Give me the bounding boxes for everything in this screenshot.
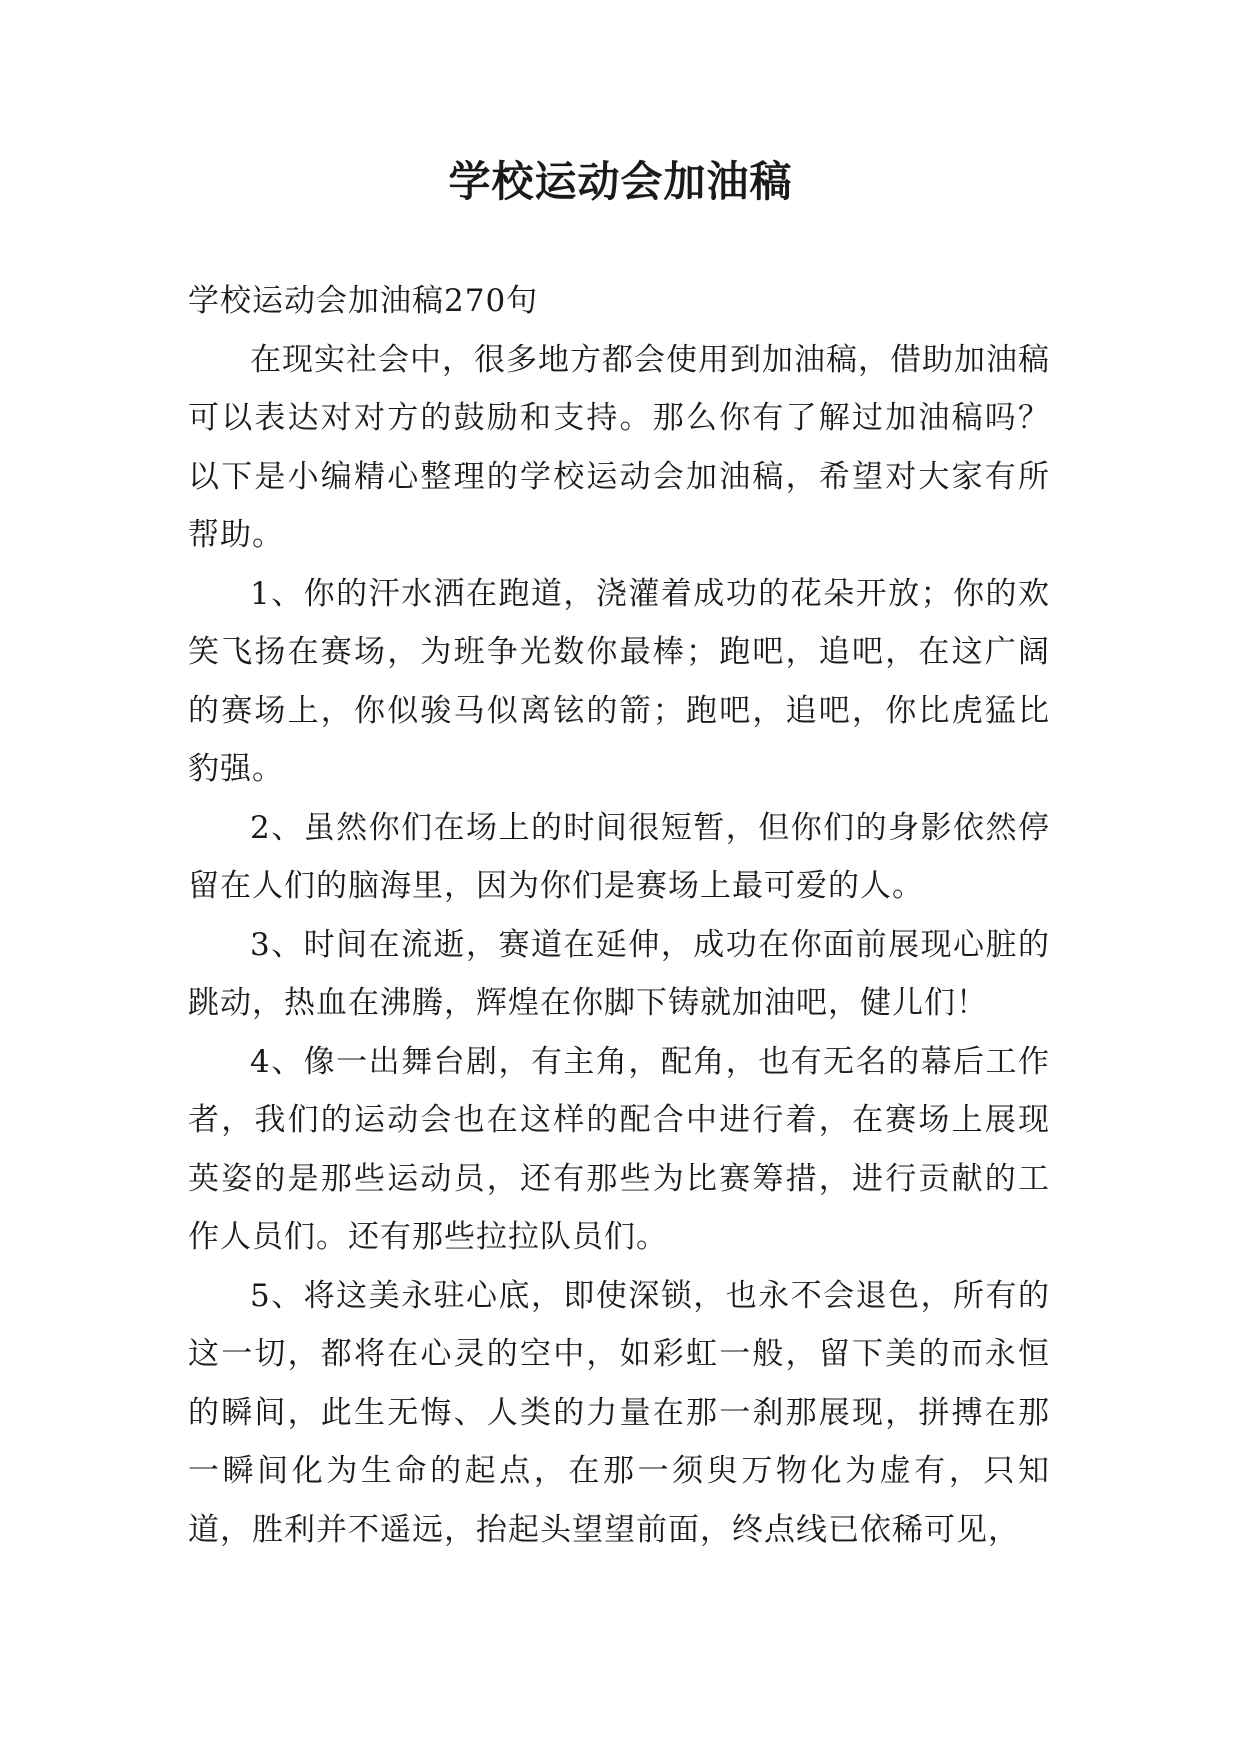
paragraph-3: 3、时间在流逝，赛道在延伸，成功在你面前展现心脏的跳动，热血在沸腾，辉煌在你脚下铸就加油吧，健儿们！ xyxy=(188,926,1050,1021)
paragraph-5: 5、将这美永驻心底，即使深锁，也永不会退色，所有的这一切，都将在心灵的空中，如彩虹一般，留下美的而永恒的瞬间，此生无悔、人类的力量在那一刹那展现，拼搏在那一瞬间化为生命的起点，在那一须臾万物化为虚有，只知道，胜利并不遥远，抬起头望望前面，终点线已依稀可见， xyxy=(188,1277,1050,1548)
document-subtitle: 学校运动会加油稿270句 xyxy=(188,283,539,319)
document-title: 学校运动会加油稿 xyxy=(448,157,793,206)
document-body xyxy=(188,272,1050,1559)
paragraph-4: 4、像一出舞台剧，有主角，配角，也有无名的幕后工作者，我们的运动会也在这样的配合中进行着，在赛场上展现英姿的是那些运动员，还有那些为比赛筹措，进行贡献的工作人员们。还有那些拉拉队员们。 xyxy=(188,1043,1050,1255)
paragraph-1: 1、你的汗水洒在跑道，浇灌着成功的花朵开放；你的欢笑飞扬在赛场，为班争光数你最棒；跑吧，追吧，在这广阔的赛场上，你似骏马似离铉的箭；跑吧，追吧，你比虎猛比豹强。 xyxy=(188,575,1050,787)
paragraph-intro: 在现实社会中，很多地方都会使用到加油稿，借助加油稿可以表达对对方的鼓励和支持。那么你有了解过加油稿吗？以下是小编精心整理的学校运动会加油稿，希望对大家有所帮助。 xyxy=(188,341,1050,553)
paragraph-2: 2、虽然你们在场上的时间很短暂，但你们的身影依然停留在人们的脑海里，因为你们是赛场上最可爱的人。 xyxy=(188,809,1050,904)
